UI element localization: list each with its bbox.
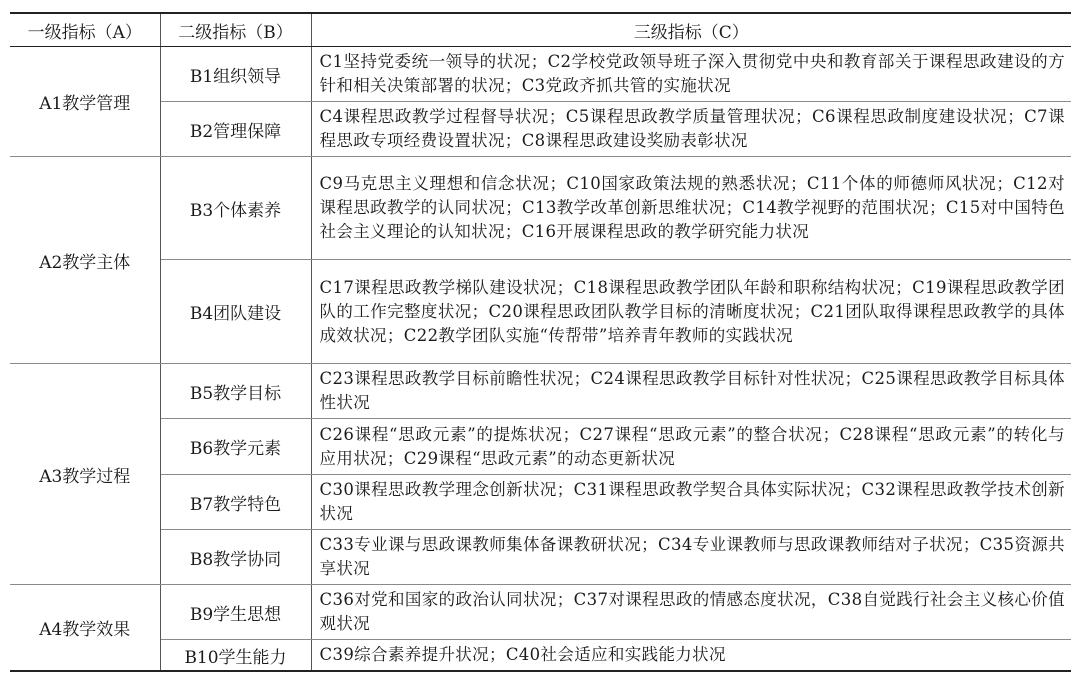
- table-row: [10, 530, 1071, 585]
- table-row: [10, 157, 1071, 260]
- level2-cell: B8教学协同: [160, 530, 311, 585]
- header-row: [10, 13, 1071, 47]
- table-row: [10, 419, 1071, 475]
- level3-cell: C36对党和国家的政治认同状况；C37对课程思政的情感态度状况，C38自觉践行社会主义核心价值观状况: [311, 585, 1071, 640]
- level2-cell: B3个体素养: [160, 157, 311, 260]
- indicator-table: [10, 12, 1071, 672]
- level1-cell: A3教学过程: [10, 364, 160, 585]
- table-row: [10, 364, 1071, 419]
- level3-cell: C26课程“思政元素”的提炼状况；C27课程“思政元素”的整合状况；C28课程“思政元素”的转化与应用状况；C29课程“思政元素”的动态更新状况: [311, 419, 1071, 475]
- level3-cell: C30课程思政教学理念创新状况；C31课程思政教学契合具体实际状况；C32课程思政教学技术创新状况: [311, 475, 1071, 530]
- level1-cell: A4教学效果: [10, 585, 160, 672]
- table-row: [10, 475, 1071, 530]
- header-level2: 二级指标（B）: [160, 13, 311, 47]
- header-level1: 一级指标（A）: [10, 13, 160, 47]
- level2-cell: B5教学目标: [160, 364, 311, 419]
- table-row: [10, 585, 1071, 640]
- level2-cell: B9学生思想: [160, 585, 311, 640]
- table-row: [10, 47, 1071, 102]
- level3-cell: C33专业课与思政课教师集体备课教研状况；C34专业课教师与思政课教师结对子状况；C35资源共享状况: [311, 530, 1071, 585]
- level2-cell: B2管理保障: [160, 102, 311, 157]
- level3-cell: C9马克思主义理想和信念状况；C10国家政策法规的熟悉状况；C11个体的师德师风状况；C12对课程思政教学的认同状况；C13教学改革创新思维状况；C14教学视野的范围状况；C15对中国特色社会主义理论的认知状况；C16开展课程思政的教学研究能力状况: [311, 157, 1071, 260]
- level1-cell: A1教学管理: [10, 47, 160, 157]
- table-row: [10, 260, 1071, 364]
- level3-cell: C1坚持党委统一领导的状况；C2学校党政领导班子深入贯彻党中央和教育部关于课程思政建设的方针和相关决策部署的状况；C3党政齐抓共管的实施状况: [311, 47, 1071, 102]
- table-row: [10, 102, 1071, 157]
- level3-cell: C17课程思政教学梯队建设状况；C18课程思政教学团队年龄和职称结构状况；C19课程思政教学团队的工作完整度状况；C20课程思政团队教学目标的清晰度状况；C21团队取得课程思政教学的具体成效状况；C22教学团队实施“传帮带”培养青年教师的实践状况: [311, 260, 1071, 364]
- level2-cell: B6教学元素: [160, 419, 311, 475]
- level2-cell: B10学生能力: [160, 640, 311, 672]
- level3-cell: C23课程思政教学目标前瞻性状况；C24课程思政教学目标针对性状况；C25课程思政教学目标具体性状况: [311, 364, 1071, 419]
- level3-cell: C39综合素养提升状况；C40社会适应和实践能力状况: [311, 640, 1071, 672]
- level3-cell: C4课程思政教学过程督导状况；C5课程思政教学质量管理状况；C6课程思政制度建设状况；C7课程思政专项经费设置状况；C8课程思政建设奖励表彰状况: [311, 102, 1071, 157]
- header-level3: 三级指标（C）: [311, 13, 1071, 47]
- level1-cell: A2教学主体: [10, 157, 160, 364]
- table-row: [10, 640, 1071, 672]
- level2-cell: B4团队建设: [160, 260, 311, 364]
- level2-cell: B7教学特色: [160, 475, 311, 530]
- level2-cell: B1组织领导: [160, 47, 311, 102]
